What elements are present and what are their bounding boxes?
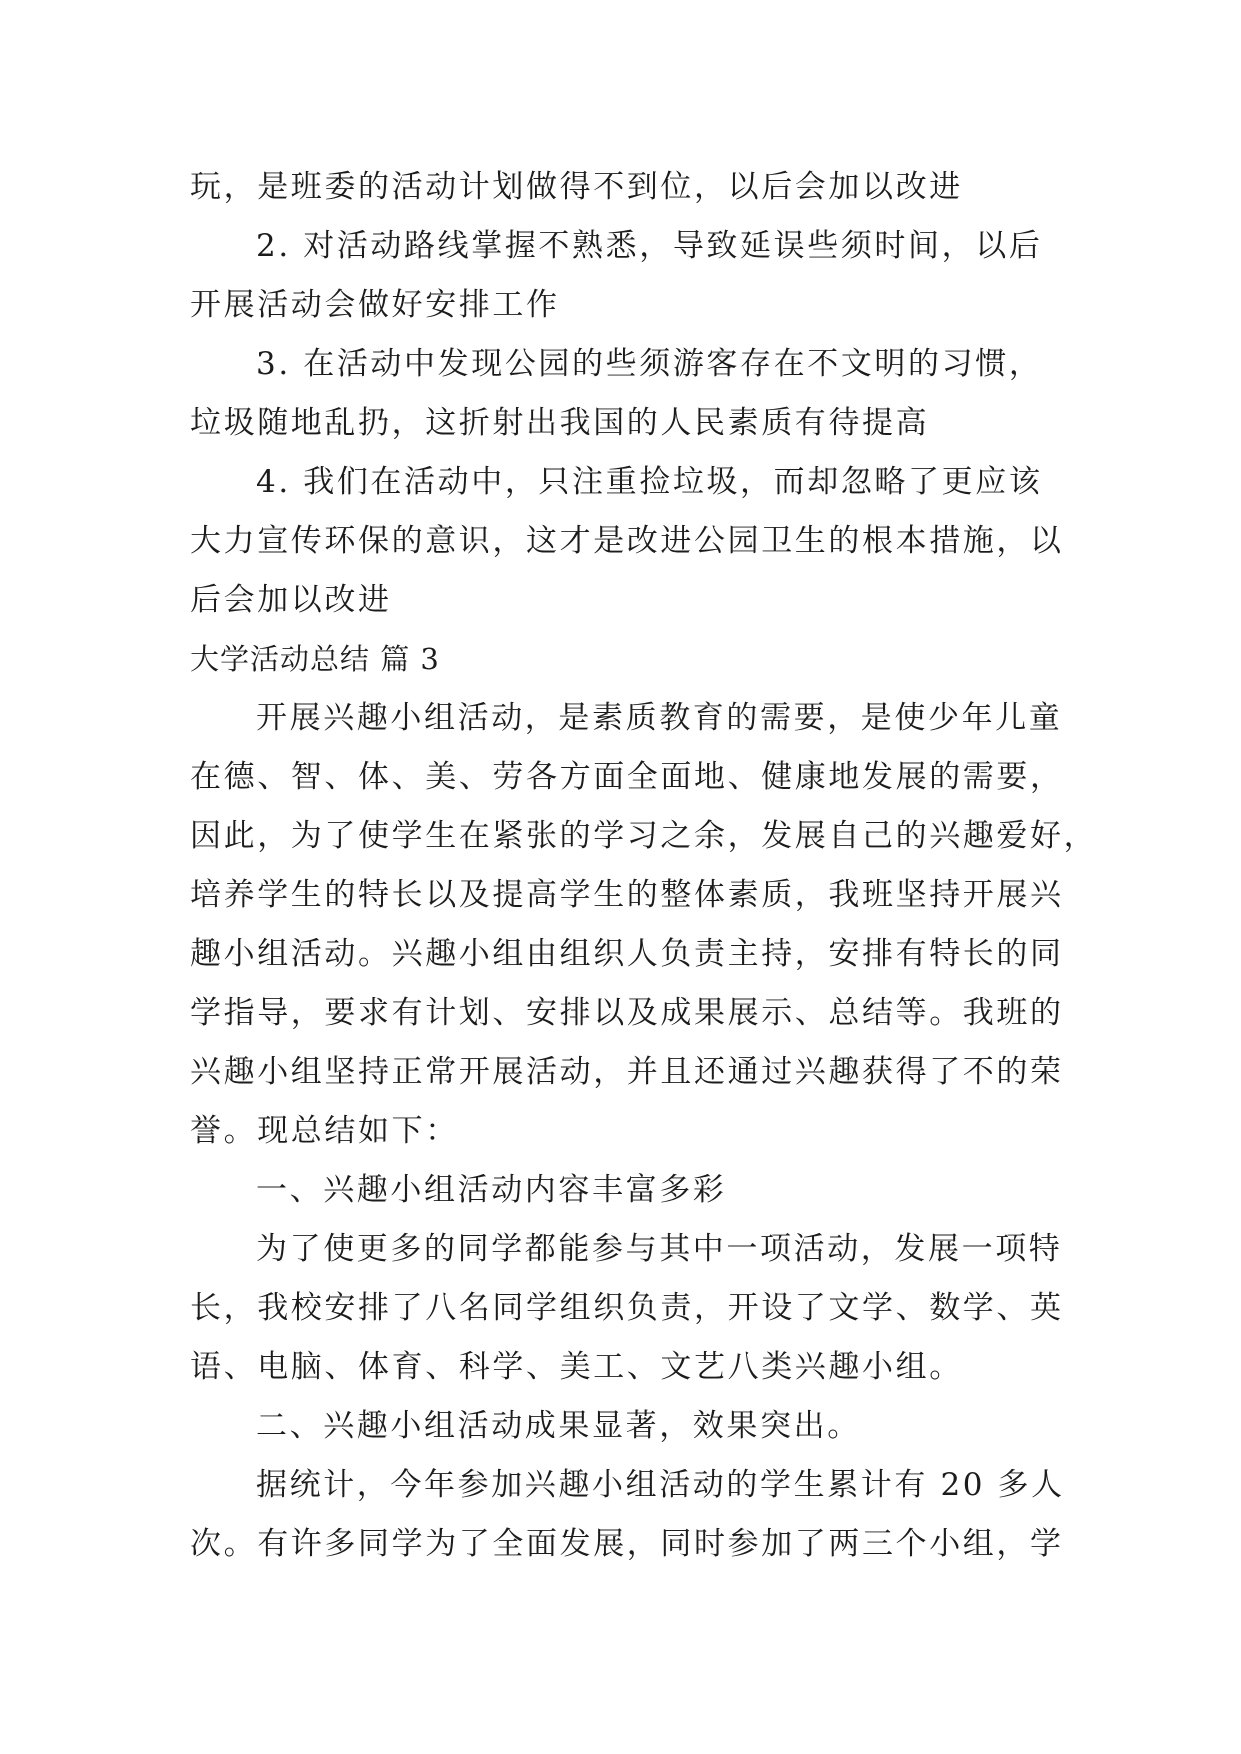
paragraph-line: 二、兴趣小组活动成果显著，效果突出。 bbox=[256, 1408, 861, 1444]
paragraph-line: 因此，为了使学生在紧张的学习之余，发展自己的兴趣爱好， bbox=[190, 818, 1098, 854]
paragraph-line: 语、电脑、体育、科学、美工、文艺八类兴趣小组。 bbox=[190, 1349, 963, 1385]
paragraph-line: 一、兴趣小组活动内容丰富多彩 bbox=[256, 1172, 727, 1208]
paragraph-line: 4. 我们在活动中，只注重捡垃圾，而却忽略了更应该 bbox=[256, 464, 1043, 500]
paragraph-line: 玩，是班委的活动计划做得不到位，以后会加以改进 bbox=[190, 169, 963, 205]
paragraph-line: 培养学生的特长以及提高学生的整体素质，我班坚持开展兴 bbox=[190, 877, 1064, 913]
paragraph-line: 3. 在活动中发现公园的些须游客存在不文明的习惯， bbox=[256, 346, 1043, 382]
paragraph-line: 长，我校安排了八名同学组织负责，开设了文学、数学、英 bbox=[190, 1290, 1064, 1326]
paragraph-line: 誉。现总结如下： bbox=[190, 1113, 459, 1149]
paragraph-line: 趣小组活动。兴趣小组由组织人负责主持，安排有特长的同 bbox=[190, 936, 1064, 972]
paragraph-line: 据统计，今年参加兴趣小组活动的学生累计有 20 多人 bbox=[256, 1467, 1065, 1503]
paragraph-line: 为了使更多的同学都能参与其中一项活动，发展一项特 bbox=[256, 1231, 1063, 1267]
paragraph-line: 开展活动会做好安排工作 bbox=[190, 287, 560, 323]
section-heading: 大学活动总结 篇 3 bbox=[190, 642, 440, 676]
paragraph-line: 学指导，要求有计划、安排以及成果展示、总结等。我班的 bbox=[190, 995, 1064, 1031]
paragraph-line: 兴趣小组坚持正常开展活动，并且还通过兴趣获得了不的荣 bbox=[190, 1054, 1064, 1090]
paragraph-line: 大力宣传环保的意识，这才是改进公园卫生的根本措施，以 bbox=[190, 523, 1064, 559]
paragraph-line: 后会加以改进 bbox=[190, 582, 392, 618]
document-page bbox=[190, 158, 1098, 1574]
paragraph-line: 在德、智、体、美、劳各方面全面地、健康地发展的需要， bbox=[190, 759, 1064, 795]
paragraph-line: 垃圾随地乱扔，这折射出我国的人民素质有待提高 bbox=[190, 405, 930, 441]
paragraph-line: 次。有许多同学为了全面发展，同时参加了两三个小组，学 bbox=[190, 1526, 1064, 1562]
paragraph-line: 2. 对活动路线掌握不熟悉，导致延误些须时间，以后 bbox=[256, 228, 1043, 264]
paragraph-line: 开展兴趣小组活动，是素质教育的需要，是使少年儿童 bbox=[256, 700, 1063, 736]
